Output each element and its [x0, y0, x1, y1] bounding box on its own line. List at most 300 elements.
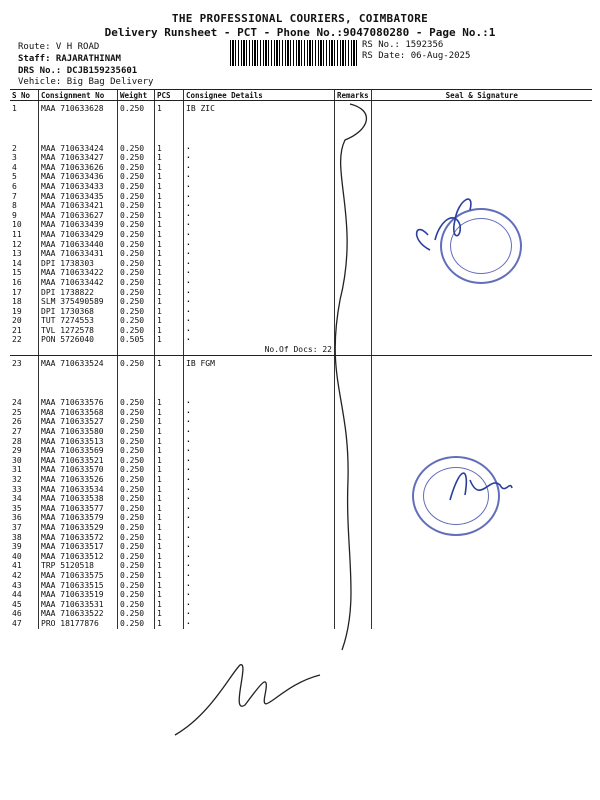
- cell-pcs: 1: [155, 172, 184, 182]
- col-seal-signature: Seal & Signature: [371, 90, 592, 101]
- cell-remarks: [335, 523, 372, 533]
- cell-consignee: [184, 600, 335, 610]
- bullet-icon: ·: [186, 417, 191, 427]
- spacer-cell: [39, 114, 118, 144]
- cell-seal-signature: [371, 153, 592, 163]
- spacer-cell: [10, 114, 39, 144]
- table-row: [10, 427, 592, 437]
- cell-remarks: [335, 144, 372, 154]
- bullet-icon: ·: [186, 542, 191, 552]
- cell-weight: 0.250: [118, 456, 155, 466]
- spacer-row: [10, 114, 592, 144]
- table-row: [10, 485, 592, 495]
- cell-pcs: 1: [155, 268, 184, 278]
- spacer-cell: [155, 114, 184, 144]
- cell-weight: 0.250: [118, 268, 155, 278]
- cell-sno: 23: [12, 358, 22, 368]
- cell-weight: 0.250: [118, 523, 155, 533]
- cell-sno: 43: [12, 580, 22, 590]
- cell-consignment: MAA 710633522: [39, 609, 118, 619]
- cell-consignment: MAA 710633435: [39, 192, 118, 202]
- cell-sno: 30: [12, 455, 22, 465]
- cell-remarks: [335, 571, 372, 581]
- cell-seal-signature: [371, 542, 592, 552]
- cell-consignee: [184, 192, 335, 202]
- table-row: [10, 581, 592, 591]
- cell-weight: 0.250: [118, 249, 155, 259]
- cell-seal-signature: [371, 192, 592, 202]
- cell-consignment: TVL 1272578: [39, 326, 118, 336]
- cell-consignment: MAA 710633577: [39, 504, 118, 514]
- bullet-icon: ·: [186, 522, 191, 532]
- bullet-icon: ·: [186, 229, 191, 239]
- cell-remarks: [335, 192, 372, 202]
- cell-sno: 35: [12, 503, 22, 513]
- cell-consignee: [184, 278, 335, 288]
- cell-weight: 0.250: [118, 211, 155, 221]
- cell-consignment: MAA 710633512: [39, 552, 118, 562]
- no-of-docs-row: [10, 345, 592, 355]
- cell-weight: 0.250: [118, 600, 155, 610]
- cell-consignee: [184, 288, 335, 298]
- cell-consignment: MAA 710633575: [39, 571, 118, 581]
- cell-seal-signature: [371, 561, 592, 571]
- cell-weight: 0.250: [118, 326, 155, 336]
- cell-consignee: [184, 437, 335, 447]
- cell-sno: 37: [12, 522, 22, 532]
- cell-weight: 0.250: [118, 494, 155, 504]
- cell-weight: 0.250: [118, 355, 155, 368]
- cell-pcs: 1: [155, 230, 184, 240]
- cell-remarks: [335, 230, 372, 240]
- cell-seal-signature: [371, 335, 592, 345]
- cell-consignment: PON 5726040: [39, 335, 118, 345]
- cell-remarks: [335, 316, 372, 326]
- cell-seal-signature: [371, 101, 592, 114]
- cell-consignment: MAA 710633439: [39, 220, 118, 230]
- cell-remarks: [335, 278, 372, 288]
- barcode: [230, 40, 358, 66]
- cell-weight: 0.250: [118, 504, 155, 514]
- table-row: [10, 542, 592, 552]
- rs-number: RS No.: 1592356: [362, 40, 444, 50]
- cell-consignment: MAA 710633422: [39, 268, 118, 278]
- cell-pcs: 1: [155, 144, 184, 154]
- table-row: [10, 192, 592, 202]
- cell-pcs: 1: [155, 163, 184, 173]
- vehicle-label: Vehicle: Big Bag Delivery: [18, 77, 154, 87]
- cell-pcs: 1: [155, 513, 184, 523]
- cell-weight: 0.250: [118, 437, 155, 447]
- spacer-cell: [39, 345, 118, 355]
- cell-pcs: 1: [155, 326, 184, 336]
- cell-consignment: SLM 375490589: [39, 297, 118, 307]
- bullet-icon: ·: [186, 436, 191, 446]
- table-row: [10, 561, 592, 571]
- cell-consignment: MAA 710633521: [39, 456, 118, 466]
- cell-remarks: [335, 561, 372, 571]
- table-header: [10, 90, 592, 101]
- cell-consignment: MAA 710633626: [39, 163, 118, 173]
- cell-consignee: [184, 335, 335, 345]
- cell-weight: 0.250: [118, 220, 155, 230]
- cell-sno: 24: [12, 398, 22, 408]
- cell-consignment: MAA 710633427: [39, 153, 118, 163]
- cell-consignee: [184, 307, 335, 317]
- cell-sno: 29: [12, 446, 22, 456]
- cell-weight: 0.250: [118, 561, 155, 571]
- cell-sno: 36: [12, 513, 22, 523]
- table-row: [10, 335, 592, 345]
- table-row: [10, 101, 592, 114]
- cell-pcs: 1: [155, 192, 184, 202]
- table-row: [10, 494, 592, 504]
- cell-pcs: 1: [155, 590, 184, 600]
- bullet-icon: ·: [186, 561, 191, 571]
- cell-remarks: [335, 249, 372, 259]
- cell-consignment: MAA 710633570: [39, 465, 118, 475]
- cell-pcs: 1: [155, 278, 184, 288]
- bullet-icon: ·: [186, 201, 191, 211]
- cell-consignment: MAA 710633519: [39, 590, 118, 600]
- bullet-icon: ·: [186, 398, 191, 408]
- cell-consignment: DPI 1738822: [39, 288, 118, 298]
- cell-remarks: [335, 297, 372, 307]
- cell-consignee: [184, 268, 335, 278]
- cell-sno: 6: [12, 181, 17, 191]
- bullet-icon: ·: [186, 181, 191, 191]
- cell-sno: 7: [12, 191, 17, 201]
- cell-consignment: MAA 710633429: [39, 230, 118, 240]
- col-pcs: PCS: [155, 90, 184, 101]
- cell-sno: 22: [12, 335, 22, 345]
- cell-consignee: [184, 571, 335, 581]
- cell-consignee: [184, 523, 335, 533]
- col-consignment: Consignment No: [39, 90, 118, 101]
- cell-seal-signature: [371, 427, 592, 437]
- cell-pcs: 1: [155, 211, 184, 221]
- cell-consignee: [184, 542, 335, 552]
- cell-remarks: [335, 201, 372, 211]
- cell-seal-signature: [371, 163, 592, 173]
- cell-pcs: 1: [155, 446, 184, 456]
- cell-remarks: [335, 542, 372, 552]
- cell-seal-signature: [371, 288, 592, 298]
- bullet-icon: ·: [186, 172, 191, 182]
- cell-pcs: 1: [155, 600, 184, 610]
- cell-pcs: 1: [155, 417, 184, 427]
- cell-consignee: [184, 552, 335, 562]
- cell-pcs: 1: [155, 561, 184, 571]
- cell-remarks: [335, 600, 372, 610]
- cell-consignment: MAA 710633433: [39, 182, 118, 192]
- cell-seal-signature: [371, 297, 592, 307]
- cell-seal-signature: [371, 571, 592, 581]
- cell-consignee: [184, 417, 335, 427]
- cell-sno: 9: [12, 210, 17, 220]
- cell-seal-signature: [371, 619, 592, 629]
- cell-sno: 27: [12, 427, 22, 437]
- table-row: [10, 326, 592, 336]
- bullet-icon: ·: [186, 297, 191, 307]
- cell-consignee: [184, 211, 335, 221]
- cell-remarks: [335, 581, 372, 591]
- cell-pcs: 1: [155, 335, 184, 345]
- bullet-icon: ·: [186, 532, 191, 542]
- table-row: [10, 297, 592, 307]
- cell-consignment: MAA 710633568: [39, 408, 118, 418]
- cell-remarks: [335, 619, 372, 629]
- cell-weight: 0.250: [118, 465, 155, 475]
- cell-remarks: [335, 465, 372, 475]
- signature-footer: [170, 655, 330, 745]
- cell-sno: 2: [12, 143, 17, 153]
- spacer-cell: [118, 114, 155, 144]
- cell-weight: 0.250: [118, 427, 155, 437]
- spacer-cell: [335, 345, 372, 355]
- table-row: [10, 316, 592, 326]
- cell-weight: 0.250: [118, 201, 155, 211]
- table-row: [10, 619, 592, 629]
- cell-remarks: [335, 590, 372, 600]
- cell-remarks: [335, 398, 372, 408]
- cell-pcs: 1: [155, 240, 184, 250]
- bullet-icon: ·: [186, 191, 191, 201]
- bullet-icon: ·: [186, 618, 191, 628]
- cell-weight: 0.250: [118, 609, 155, 619]
- cell-consignee: [184, 297, 335, 307]
- table-body: [10, 101, 592, 629]
- cell-sno: 31: [12, 465, 22, 475]
- table-row: [10, 600, 592, 610]
- staff-label: Staff: RAJARATHINAM: [18, 54, 121, 64]
- cell-remarks: [335, 335, 372, 345]
- cell-pcs: 1: [155, 220, 184, 230]
- cell-sno: 14: [12, 258, 22, 268]
- table-row: [10, 278, 592, 288]
- cell-pcs: 1: [155, 153, 184, 163]
- cell-consignment: MAA 710633524: [39, 355, 118, 368]
- cell-weight: 0.250: [118, 153, 155, 163]
- cell-remarks: [335, 355, 372, 368]
- spacer-cell: [335, 114, 372, 144]
- cell-seal-signature: [371, 398, 592, 408]
- route-label: Route: V H ROAD: [18, 42, 100, 52]
- cell-remarks: [335, 494, 372, 504]
- cell-pcs: 1: [155, 355, 184, 368]
- cell-consignment: TUT 7274553: [39, 316, 118, 326]
- table-row: [10, 288, 592, 298]
- cell-remarks: [335, 101, 372, 114]
- cell-pcs: 1: [155, 619, 184, 629]
- bullet-icon: ·: [186, 249, 191, 259]
- bullet-icon: ·: [186, 599, 191, 609]
- spacer-cell: [10, 345, 39, 355]
- cell-remarks: [335, 427, 372, 437]
- runsheet-table: [10, 89, 592, 629]
- cell-pcs: 1: [155, 398, 184, 408]
- cell-remarks: [335, 220, 372, 230]
- cell-consignee: [184, 513, 335, 523]
- cell-weight: 0.250: [118, 259, 155, 269]
- cell-pcs: 1: [155, 485, 184, 495]
- table-row: [10, 355, 592, 368]
- cell-weight: 0.250: [118, 172, 155, 182]
- table-row: [10, 609, 592, 619]
- cell-weight: 0.250: [118, 513, 155, 523]
- cell-sno: 10: [12, 220, 22, 230]
- cell-seal-signature: [371, 172, 592, 182]
- cell-remarks: [335, 504, 372, 514]
- cell-consignment: MAA 710633517: [39, 542, 118, 552]
- table-row: [10, 571, 592, 581]
- bullet-icon: ·: [186, 306, 191, 316]
- cell-remarks: [335, 240, 372, 250]
- cell-sno: 13: [12, 249, 22, 259]
- cell-weight: 0.250: [118, 297, 155, 307]
- cell-consignee: [184, 619, 335, 629]
- bullet-icon: ·: [186, 287, 191, 297]
- cell-weight: 0.250: [118, 163, 155, 173]
- cell-consignee: [184, 465, 335, 475]
- no-of-docs: No.Of Docs: 22: [184, 345, 335, 355]
- cell-consignee: [184, 259, 335, 269]
- cell-weight: 0.250: [118, 590, 155, 600]
- cell-consignment: MAA 710633527: [39, 417, 118, 427]
- cell-weight: 0.250: [118, 316, 155, 326]
- cell-consignment: MAA 710633628: [39, 101, 118, 114]
- cell-sno: 19: [12, 306, 22, 316]
- cell-consignee: [184, 609, 335, 619]
- cell-remarks: [335, 513, 372, 523]
- cell-remarks: [335, 259, 372, 269]
- cell-pcs: 1: [155, 249, 184, 259]
- cell-remarks: [335, 609, 372, 619]
- cell-sno: 40: [12, 551, 22, 561]
- cell-sno: 18: [12, 297, 22, 307]
- cell-consignment: MAA 710633436: [39, 172, 118, 182]
- cell-consignment: MAA 710633421: [39, 201, 118, 211]
- cell-weight: 0.250: [118, 446, 155, 456]
- bullet-icon: ·: [186, 268, 191, 278]
- bullet-icon: ·: [186, 239, 191, 249]
- cell-consignment: MAA 710633431: [39, 249, 118, 259]
- cell-consignment: MAA 710633529: [39, 523, 118, 533]
- cell-consignment: MAA 710633513: [39, 437, 118, 447]
- bullet-icon: ·: [186, 335, 191, 345]
- cell-weight: 0.505: [118, 335, 155, 345]
- spacer-cell: [118, 345, 155, 355]
- cell-consignment: MAA 710633442: [39, 278, 118, 288]
- col-sno: S No: [10, 90, 39, 101]
- cell-pcs: 1: [155, 101, 184, 114]
- cell-seal-signature: [371, 408, 592, 418]
- bullet-icon: ·: [186, 455, 191, 465]
- bullet-icon: ·: [186, 484, 191, 494]
- cell-sno: 8: [12, 201, 17, 211]
- bullet-icon: ·: [186, 316, 191, 326]
- col-consignee: Consignee Details: [184, 90, 335, 101]
- cell-seal-signature: [371, 326, 592, 336]
- cell-sno: 41: [12, 561, 22, 571]
- bullet-icon: ·: [186, 427, 191, 437]
- bullet-icon: ·: [186, 551, 191, 561]
- cell-weight: 0.250: [118, 542, 155, 552]
- bullet-icon: ·: [186, 153, 191, 163]
- cell-sno: 11: [12, 229, 22, 239]
- cell-weight: 0.250: [118, 101, 155, 114]
- cell-remarks: [335, 475, 372, 485]
- stamp-bottom: [412, 456, 500, 536]
- spacer-cell: [371, 114, 592, 144]
- cell-pcs: 1: [155, 552, 184, 562]
- cell-weight: 0.250: [118, 408, 155, 418]
- cell-sno: 28: [12, 436, 22, 446]
- cell-seal-signature: [371, 552, 592, 562]
- cell-pcs: 1: [155, 581, 184, 591]
- runsheet-title: Delivery Runsheet - PCT - Phone No.:9047080280 - Page No.:1: [104, 26, 496, 39]
- cell-sno: 15: [12, 268, 22, 278]
- cell-consignment: DPI 1730368: [39, 307, 118, 317]
- bullet-icon: ·: [186, 513, 191, 523]
- cell-pcs: 1: [155, 571, 184, 581]
- cell-remarks: [335, 456, 372, 466]
- bullet-icon: ·: [186, 143, 191, 153]
- bullet-icon: ·: [186, 210, 191, 220]
- cell-pcs: 1: [155, 456, 184, 466]
- cell-pcs: 1: [155, 533, 184, 543]
- bullet-icon: ·: [186, 590, 191, 600]
- cell-consignee: [184, 153, 335, 163]
- cell-consignee: [184, 172, 335, 182]
- cell-weight: 0.250: [118, 417, 155, 427]
- bullet-icon: ·: [186, 503, 191, 513]
- table-row: [10, 163, 592, 173]
- bullet-icon: ·: [186, 609, 191, 619]
- cell-seal-signature: [371, 533, 592, 543]
- cell-pcs: 1: [155, 523, 184, 533]
- cell-sno: 33: [12, 484, 22, 494]
- cell-seal-signature: [371, 609, 592, 619]
- table-row: [10, 172, 592, 182]
- cell-seal-signature: [371, 581, 592, 591]
- cell-seal-signature: [371, 182, 592, 192]
- cell-pcs: 1: [155, 427, 184, 437]
- cell-sno: 25: [12, 407, 22, 417]
- cell-sno: 47: [12, 618, 22, 628]
- cell-weight: 0.250: [118, 619, 155, 629]
- cell-consignment: PRO 18177876: [39, 619, 118, 629]
- table-row: [10, 417, 592, 427]
- cell-remarks: [335, 211, 372, 221]
- table-row: [10, 307, 592, 317]
- table-row: [10, 590, 592, 600]
- cell-pcs: 1: [155, 259, 184, 269]
- cell-consignee: [184, 220, 335, 230]
- cell-consignee: [184, 504, 335, 514]
- cell-remarks: [335, 307, 372, 317]
- cell-seal-signature: [371, 437, 592, 447]
- cell-sno: 21: [12, 325, 22, 335]
- bullet-icon: ·: [186, 475, 191, 484]
- cell-consignment: TRP 5120518: [39, 561, 118, 571]
- cell-remarks: [335, 408, 372, 418]
- cell-consignee: [184, 182, 335, 192]
- bullet-icon: ·: [186, 220, 191, 230]
- table-row: [10, 475, 592, 485]
- spacer-cell: [371, 345, 592, 355]
- spacer-cell: [155, 368, 184, 398]
